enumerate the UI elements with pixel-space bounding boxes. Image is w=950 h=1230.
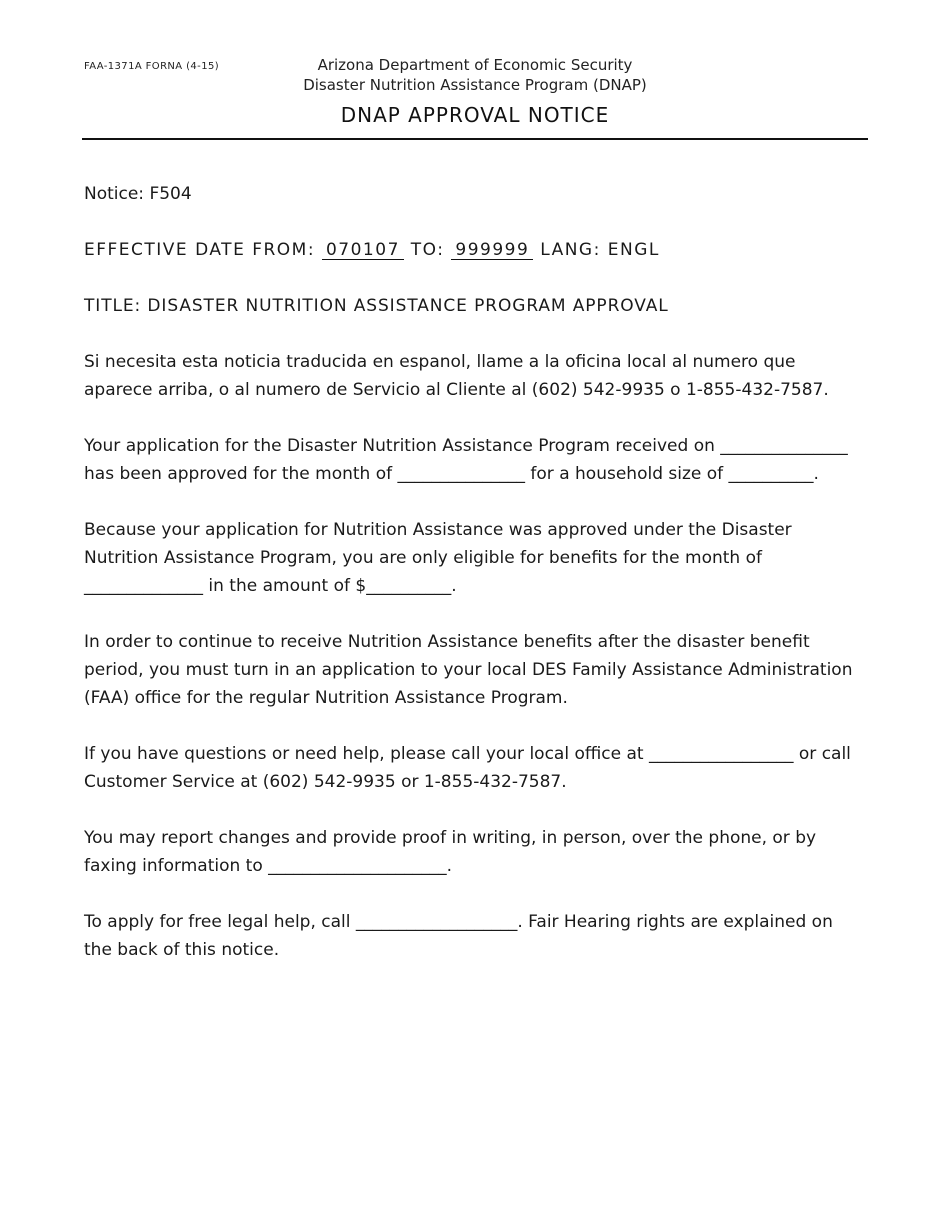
effective-to-value: 999999 [451, 241, 533, 260]
help-paragraph: If you have questions or need help, please call your local office at _________________ or call Customer Service at (602) 542-9935 or 1-855-432-7587. [84, 744, 851, 792]
effective-from-value: 070107 [322, 241, 404, 260]
effective-date-label: EFFECTIVE DATE FROM: [84, 240, 316, 260]
approval-paragraph: Your application for the Disaster Nutrition Assistance Program received on _______________ has been approved for the month of _______________ for a household size of __________. [84, 436, 848, 484]
to-label: TO: [410, 240, 445, 260]
report-changes-paragraph: You may report changes and provide proof in writing, in person, over the phone, or by faxing information to _____________________. [84, 828, 817, 876]
form-code: FAA-1371A FORNA (4-15) [84, 61, 220, 72]
program-name: Disaster Nutrition Assistance Program (DNAP) [303, 76, 647, 94]
notice-number: Notice: F504 [84, 184, 192, 204]
continuation-paragraph: In order to continue to receive Nutrition Assistance benefits after the disaster benefit period, you must turn in an application to your local DES Family Assistance Administration (FAA) office for the regular Nutrition Assistance Program. [84, 632, 853, 708]
notice-title: DNAP APPROVAL NOTICE [340, 103, 610, 127]
spanish-translation-paragraph: Si necesita esta noticia traducida en espanol, llame a la oficina local al numero que aparece arriba, o al numero de Servicio al Cliente al (602) 542-9935 o 1-855-432-7587. [84, 352, 829, 400]
eligibility-paragraph: Because your application for Nutrition Assistance was approved under the Disaster Nutrition Assistance Program, you are only eligible for benefits for the month of ______________ in the amount of $__________. [84, 520, 792, 596]
effective-date-line [84, 236, 866, 264]
header-divider [82, 138, 868, 140]
agency-name: Arizona Department of Economic Security [317, 56, 633, 74]
notice-title-line: TITLE: DISASTER NUTRITION ASSISTANCE PROGRAM APPROVAL [84, 296, 669, 316]
legal-help-paragraph: To apply for free legal help, call ___________________. Fair Hearing rights are explained on the back of this notice. [84, 912, 833, 960]
language-label: LANG: ENGL [540, 240, 660, 260]
document-header [250, 55, 700, 95]
notice-body [84, 180, 866, 992]
